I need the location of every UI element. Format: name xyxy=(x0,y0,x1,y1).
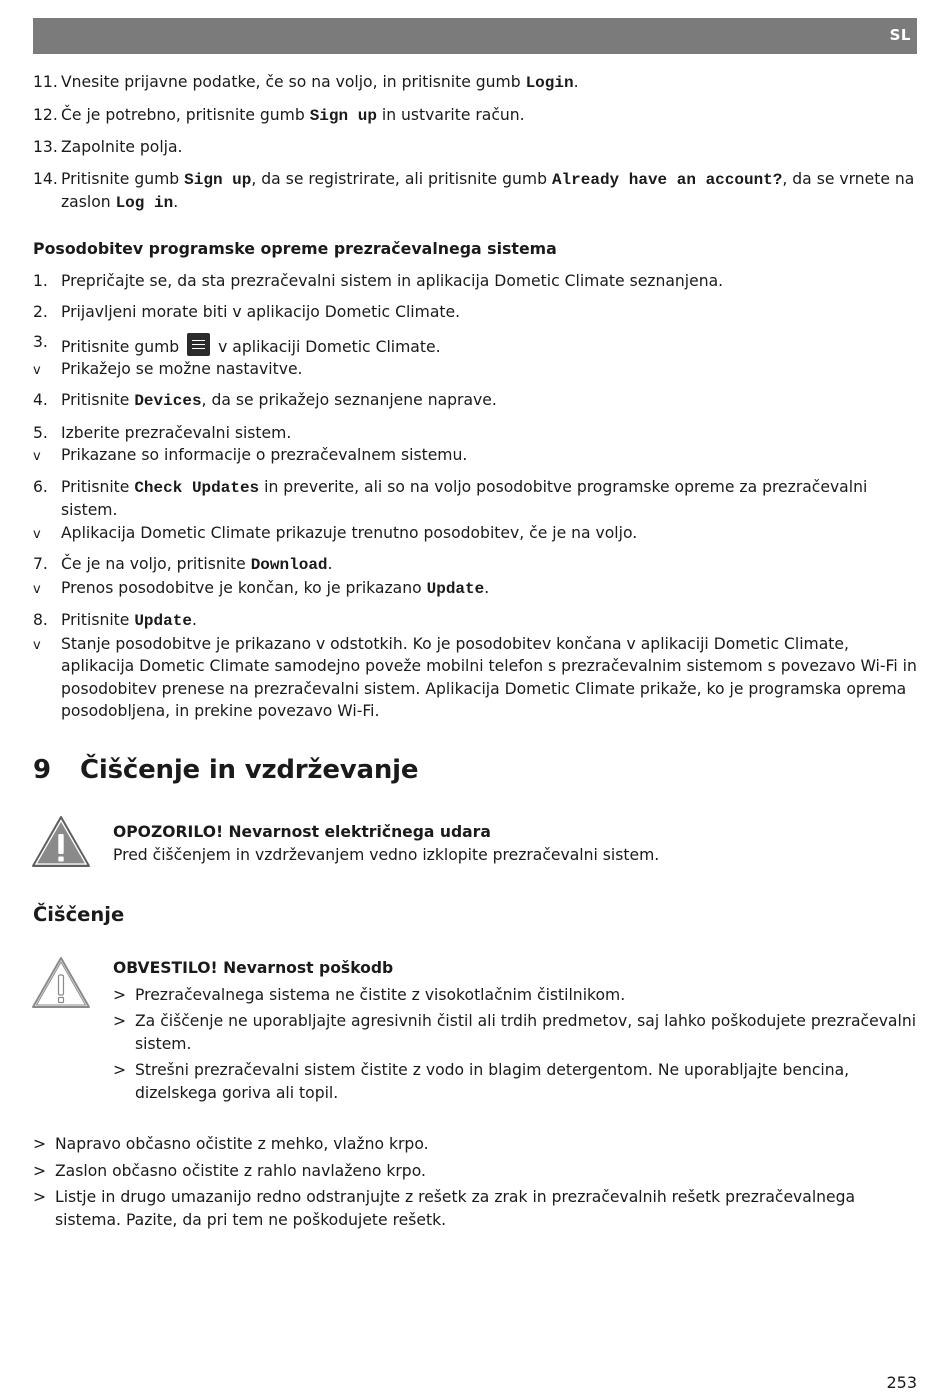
ui-label: Check Updates xyxy=(134,478,260,497)
warning-block xyxy=(113,821,917,866)
chapter-heading xyxy=(33,752,418,788)
ui-label: Sign up xyxy=(309,106,377,125)
update-section-heading: Posodobitev programske opreme prezračevalnega sistema xyxy=(33,239,557,258)
update-step-7-result: v Prenos posodobitve je končan, ko je prikazano Update. xyxy=(33,578,490,598)
update-step-2: 2. Prijavljeni morate biti v aplikacijo Dometic Climate. xyxy=(33,303,461,321)
ui-label: Update xyxy=(134,612,192,630)
ui-label: Already have an account? xyxy=(551,170,783,189)
notice-title: OBVESTILO! Nevarnost poškodb xyxy=(113,959,394,977)
cleaning-item: > Listje in drugo umazanijo redno odstranjujte z rešetk za zrak in prezračevalnih rešetk prezračevalnega sistema. Pazite, da pri tem ne poškodujete rešetk. xyxy=(33,1188,856,1229)
cleaning-item: > Zaslon občasno očistite z rahlo navlaženo krpo. xyxy=(33,1161,426,1180)
update-step-5: 5. Izberite prezračevalni sistem. xyxy=(33,423,292,442)
notice-item: > Prezračevalnega sistema ne čistite z visokotlačnim čistilnikom. xyxy=(113,985,626,1004)
update-step-8: 8. Pritisnite Update. xyxy=(33,611,197,630)
ui-label: Update xyxy=(426,579,485,598)
cleaning-heading: Čiščenje xyxy=(33,903,125,926)
warning-text: Pred čiščenjem in vzdrževanjem vedno izklopite prezračevalni sistem. xyxy=(113,845,660,864)
update-step-4: 4. Pritisnite Devices, da se prikažejo seznanjene naprave. xyxy=(33,391,497,410)
ui-label: Download xyxy=(250,556,328,574)
update-step-3-result: v Prikažejo se možne nastavitve. xyxy=(33,359,303,378)
header-bar xyxy=(33,18,917,54)
notice-block xyxy=(113,957,917,1104)
notice-item: > Strešni prezračevalni sistem čistite z vodo in blagim detergentom. Ne uporabljajte bencina, dizelskega goriva ali topil. xyxy=(113,1061,850,1102)
ui-label: Sign up xyxy=(184,170,252,189)
language-code: SL xyxy=(889,26,911,44)
chapter-title: Čiščenje in vzdrževanje xyxy=(80,755,419,785)
step-14: 14. Pritisnite gumb Sign up, da se registrirate, ali pritisnite gumb Already have an account?, da se vrnete na zaslon Log in. xyxy=(33,169,915,212)
warning-triangle-icon xyxy=(31,815,91,869)
notice-triangle-icon xyxy=(31,956,91,1010)
menu-icon xyxy=(187,333,210,356)
steps-continued xyxy=(33,71,917,215)
ui-label: Log in xyxy=(115,194,174,212)
update-step-5-result: v Prikazane so informacije o prezračevalnem sistemu. xyxy=(33,446,468,464)
step-11: 11. Vnesite prijavne podatke, če so na voljo, in pritisnite gumb Login. xyxy=(33,73,579,92)
warning-title: OPOZORILO! Nevarnost električnega udara xyxy=(113,823,491,841)
cleaning-list xyxy=(33,1133,917,1231)
update-section xyxy=(33,238,917,723)
step-13: 13. Zapolnite polja. xyxy=(33,138,183,156)
cleaning-item: > Napravo občasno očistite z mehko, vlažno krpo. xyxy=(33,1135,429,1153)
update-step-3: 3. Pritisnite gumb v aplikaciji Dometic Climate. xyxy=(33,332,441,356)
update-step-6-result: v Aplikacija Dometic Climate prikazuje trenutno posodobitev, če je na voljo. xyxy=(33,523,638,542)
ui-label: Login xyxy=(525,74,574,92)
update-step-8-result: v Stanje posodobitve je prikazano v odstotkih. Ko je posodobitev končana v aplikaciji Dometic Climate, aplikacija Dometic Climate samodejno poveže mobilni telefon s prezračevalnim sistemom s povezavo Wi-Fi in posodobitev prenese na prezračevalni sistem. Aplikacija Dometic Climate prikaže, ko je programska oprema posodobljena, in prekine povezavo Wi-Fi. xyxy=(33,634,917,720)
chapter-number: 9 xyxy=(33,755,51,785)
update-step-6: 6. Pritisnite Check Updates in preverite, ali so na voljo posodobitve programske opreme za prezračevalni sistem. xyxy=(33,477,868,519)
update-step-1: 1. Prepričajte se, da sta prezračevalni sistem in aplikacija Dometic Climate seznanjena. xyxy=(33,271,724,290)
notice-item: > Za čiščenje ne uporabljajte agresivnih čistil ali trdih predmetov, saj lahko poškodujete prezračevalni sistem. xyxy=(113,1012,917,1053)
page-number: 253 xyxy=(886,1373,917,1392)
step-12: 12. Če je potrebno, pritisnite gumb Sign up in ustvarite račun. xyxy=(33,105,525,125)
ui-label: Devices xyxy=(134,392,202,410)
update-step-7: 7. Če je na voljo, pritisnite Download. xyxy=(33,555,333,574)
